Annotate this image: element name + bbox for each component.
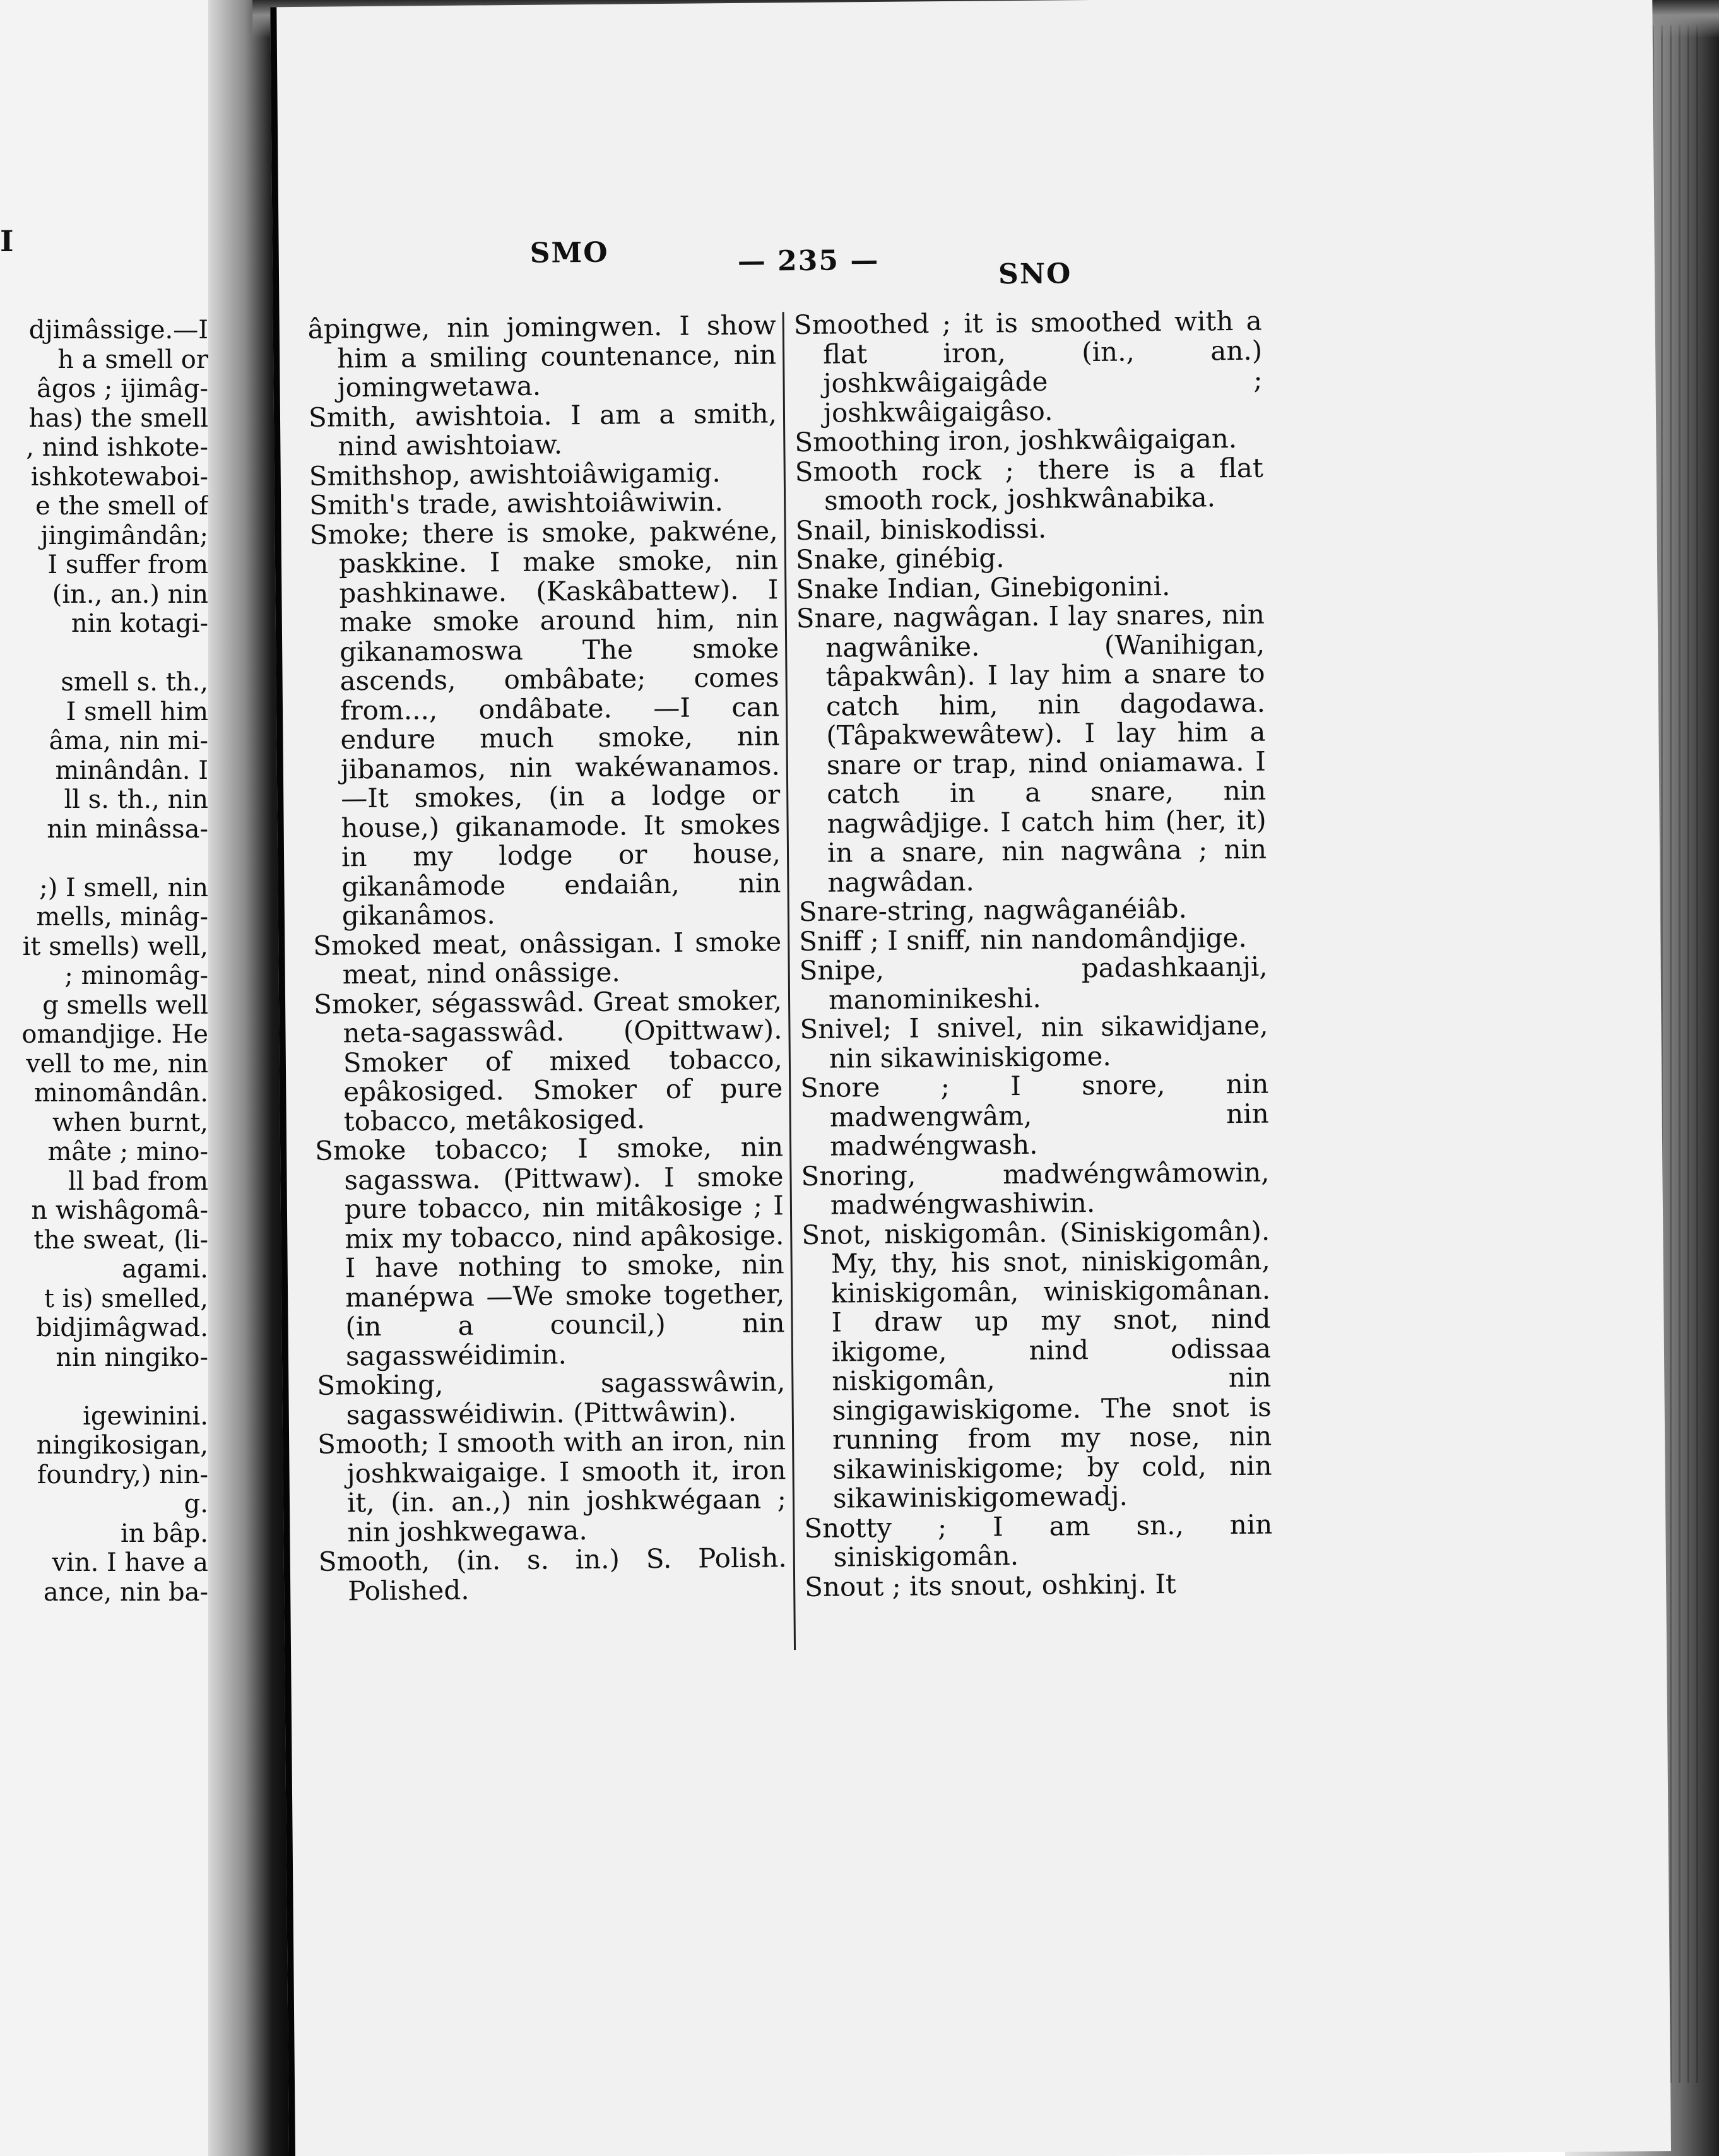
dictionary-column-right <box>794 307 1273 1602</box>
left-page-line: djimâssige.—I <box>28 316 208 345</box>
dictionary-entry: Snore ; I snore, nin madwengwâm, nin madwéngwash. <box>800 1068 1269 1162</box>
left-page-line: in bâp. <box>120 1519 208 1548</box>
left-page-line: minomândân. <box>33 1079 208 1108</box>
left-page-line: I suffer from <box>47 550 208 579</box>
left-page-line: nin kotagi- <box>71 609 208 638</box>
left-page-line: e the smell of <box>35 492 208 521</box>
left-page-line <box>0 844 208 874</box>
dictionary-entry: Sniff ; I sniff, nin nandomândjige. <box>799 921 1247 957</box>
left-page-line: ll s. th., nin <box>64 785 208 814</box>
left-page-line: g. <box>184 1490 208 1519</box>
dictionary-entry: Snare-string, nagwâganéiâb. <box>798 892 1188 928</box>
left-page-line: jingimândân; <box>40 521 208 550</box>
dictionary-entry: Smoke; there is smoke, pakwéne, paskkine. I make smoke, nin pashkinawe. (Kaskâbattew). I make smoke around him, nin gikanamoswa The smoke ascends, ombâbate; comes from..., ondâbate. —I can endure much smoke, nin jibanamos, nin wakéwanamos. —It smokes, (in a lodge or house,) gikanamode. It smokes in my lodge or house, gikanâmode endaiân, nin gikanâmos. <box>309 514 781 932</box>
left-page-line: ll bad from <box>68 1166 208 1196</box>
left-page-line: ; minomâg- <box>64 961 208 990</box>
main-page <box>270 0 1671 2156</box>
left-page-line <box>0 639 208 668</box>
dictionary-entry: Smooth, (in. s. in.) S. Polish. Polished. <box>318 1542 787 1606</box>
left-page-line: n wishâgomâ- <box>31 1196 208 1225</box>
left-page-line: minândân. I <box>55 755 208 785</box>
left-page-line: when burnt, <box>52 1108 208 1137</box>
left-page-line: (in., an.) nin <box>52 579 208 609</box>
left-page-line: t is) smelled, <box>44 1284 208 1313</box>
dictionary-entry: Snoring, madwéngwâmowin, madwéngwashiwin. <box>801 1156 1270 1221</box>
dictionary-entry: Smoking, sagasswâwin, sagasswéidiwin. (Pittwâwin). <box>317 1366 786 1430</box>
dictionary-entry: Snipe, padashkaanji, manominikeshi. <box>799 951 1268 1016</box>
left-page-line: mâte ; mino- <box>47 1137 208 1166</box>
left-page-line: smell s. th., <box>61 668 208 697</box>
left-page-line: it smells) well, <box>22 932 208 961</box>
left-page-letter: I <box>0 224 14 258</box>
left-page-fragment <box>0 0 208 2156</box>
left-page-line: âma, nin mi- <box>49 726 208 755</box>
dictionary-entry: Smoothing iron, joshkwâigaigan. <box>795 423 1238 458</box>
left-page-line: nin ningiko- <box>56 1342 208 1372</box>
dictionary-entry: Smoke tobacco; I smoke, nin sagasswa. (Pittwaw). I smoke pure tobacco, nin mitâkosige ; I mix my tobacco, nind apâkosige. I have nothing to smoke, nin manépwa —We smoke together, (in a council,) nin sagasswéidimin. <box>314 1131 785 1371</box>
dictionary-entry: Smith's trade, awishtoiâwiwin. <box>309 486 724 521</box>
left-page-line: the sweat, (li- <box>33 1225 208 1255</box>
dictionary-entry: âpingwe, nin jomingwen. I show him a smiling countenance, nin jomingwetawa. <box>307 309 777 403</box>
left-page-line: nin minâssa- <box>47 814 208 844</box>
left-page-line: h a smell or <box>57 345 208 374</box>
dictionary-entry: Snake, ginébig. <box>795 542 1005 576</box>
left-page-line: , nind ishkote- <box>26 433 208 462</box>
dictionary-entry: Snout ; its snout, oshkinj. It <box>804 1568 1177 1602</box>
left-page-line: igewinini. <box>83 1401 208 1431</box>
dictionary-entry: Snail, biniskodissi. <box>795 512 1047 546</box>
left-page-line: vin. I have a <box>52 1548 208 1577</box>
left-page-line: ;) I smell, nin <box>39 873 208 903</box>
left-page-line: ance, nin ba- <box>43 1577 208 1607</box>
dictionary-column-left <box>308 311 788 1606</box>
running-head-right: SNO <box>998 258 1072 291</box>
left-page-line: vell to me, nin <box>26 1049 208 1079</box>
dictionary-entry: Snot, niskigomân. (Siniskigomân). My, thy, his snot, niniskigomân, kiniskigomân, winiskigomânan. I draw up my snot, nind ikigome, nind odissaa niskigomân, nin singigawiskigome. The snot is running from my nose, nin sikawiniskigome; by cold, nin sikawiniskigomewadj. <box>801 1215 1272 1514</box>
dictionary-entry: Snake Indian, Ginebigonini. <box>796 570 1171 605</box>
left-page-line: ishkotewaboi- <box>30 462 208 492</box>
left-page-line: bidjimâgwad. <box>36 1313 208 1342</box>
left-page-line: foundry,) nin- <box>37 1460 208 1490</box>
dictionary-entry: Smoker, ségasswâd. Great smoker, neta-sagasswâd. (Opittwaw). Smoker of mixed tobacco, epâkosiged. Smoker of pure tobacco, metâkosiged. <box>313 984 783 1137</box>
left-page-line: ningikosigan, <box>36 1431 208 1460</box>
left-page-line: âgos ; ijimâg- <box>37 374 208 403</box>
dictionary-entry: Smith, awishtoia. I am a smith, nind awishtoiaw. <box>308 397 777 462</box>
left-page-text <box>0 316 208 1607</box>
dictionary-entry: Snotty ; I am sn., nin siniskigomân. <box>804 1508 1273 1573</box>
dictionary-entry: Snivel; I snivel, nin sikawidjane, nin sikawiniskigome. <box>800 1009 1268 1074</box>
left-page-line: omandjige. He <box>21 1020 208 1049</box>
left-page-line: mells, minâg- <box>36 903 208 932</box>
dictionary-entry: Smithshop, awishtoiâwigamig. <box>309 456 721 492</box>
left-page-line: g smells well <box>42 990 208 1020</box>
dictionary-entry: Smoked meat, onâssigan. I smoke meat, nind onâssige. <box>313 925 782 990</box>
left-page-line: has) the smell <box>28 403 208 433</box>
dictionary-entry: Snare, nagwâgan. I lay snares, nin nagwânike. (Wanihigan, tâpakwân). I lay him a snare to catch him, nin dagodawa. (Tâpakwewâtew). I lay him a snare or trap, nind oniamawa. I catch in a snare, nin nagwâdjige. I catch him (her, it) in a snare, nin nagwâna ; nin nagwâdan. <box>796 598 1267 898</box>
page-number: — 235 — <box>737 244 880 278</box>
running-head-left: SMO <box>529 236 609 270</box>
left-page-line: agami. <box>122 1255 208 1284</box>
dictionary-entry: Smooth rock ; there is a flat smooth rock, joshkwânabika. <box>795 452 1263 516</box>
dictionary-entry: Smoothed ; it is smoothed with a flat iron, (in., an.) joshkwâigaigâde ; joshkwâigaigâso. <box>793 305 1263 429</box>
dictionary-entry: Smooth; I smooth with an iron, nin joshkwaigaige. I smooth it, iron it, (in. an.,) nin joshkwégaan ; nin joshkwegawa. <box>317 1424 787 1548</box>
left-page-line: I smell him <box>66 697 208 726</box>
left-page-line <box>0 1372 208 1402</box>
